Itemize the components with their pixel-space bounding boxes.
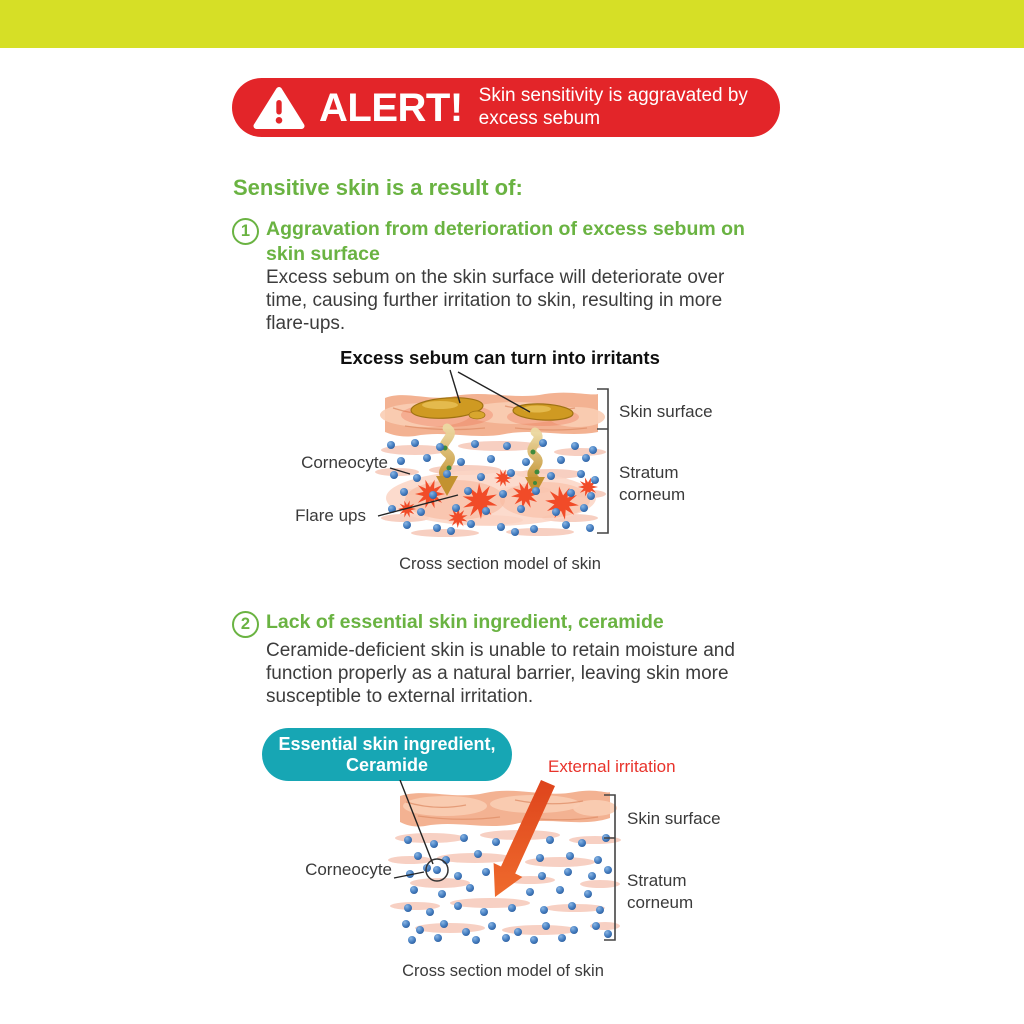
section-1-title: Aggravation from deterioration of excess sebum on skin surface: [266, 218, 745, 265]
section-1-number-badge: [232, 218, 259, 245]
label-stratum-corneum-2: Stratum corneum: [627, 871, 694, 912]
diagram-1-title: Excess sebum can turn into irritants: [340, 347, 660, 368]
skin-cross-section-illustration-2: [380, 780, 640, 948]
section-2-body: Ceramide-deficient skin is unable to retain moisture and function properly as a natural barrier, leaving skin more susceptible to external irritation.: [266, 640, 735, 707]
warning-triangle-icon: [253, 85, 305, 130]
section-1-body: Excess sebum on the skin surface will deteriorate over time, causing further irritation to skin, resulting in more flare-ups.: [266, 267, 725, 334]
section-2-title: Lack of essential skin ingredient, ceramide: [266, 611, 664, 633]
section-2-number-badge: [232, 611, 259, 638]
label-corneocyte-2: Corneocyte: [305, 860, 392, 879]
label-skin-surface-2: Skin surface: [627, 809, 721, 828]
alert-title: ALERT!: [319, 85, 463, 130]
ceramide-badge: Essential skin ingredient, Ceramide: [262, 728, 512, 781]
layer-bracket-1: [597, 389, 608, 533]
label-skin-surface-1: Skin surface: [619, 402, 713, 421]
alert-message: Skin sensitivity is aggravated by excess sebum: [478, 85, 748, 129]
label-corneocyte-1: Corneocyte: [301, 453, 388, 472]
top-accent-bar: [0, 0, 1024, 48]
skin-artwork-2: [388, 780, 621, 944]
diagram-2-caption: Cross section model of skin: [402, 962, 604, 980]
section-1-number: 1: [240, 222, 251, 240]
skin-cross-section-illustration-1: [370, 364, 630, 540]
diagram-1-caption: Cross section model of skin: [399, 555, 601, 573]
label-flare-ups: Flare ups: [295, 506, 366, 525]
intro-heading: Sensitive skin is a result of:: [233, 175, 523, 200]
section-2-number: 2: [240, 615, 251, 633]
label-external-irritation: External irritation: [548, 757, 676, 776]
alert-banner: [232, 78, 780, 137]
label-stratum-corneum-1: Stratum corneum: [619, 463, 686, 504]
skin-artwork-1: [375, 393, 606, 537]
